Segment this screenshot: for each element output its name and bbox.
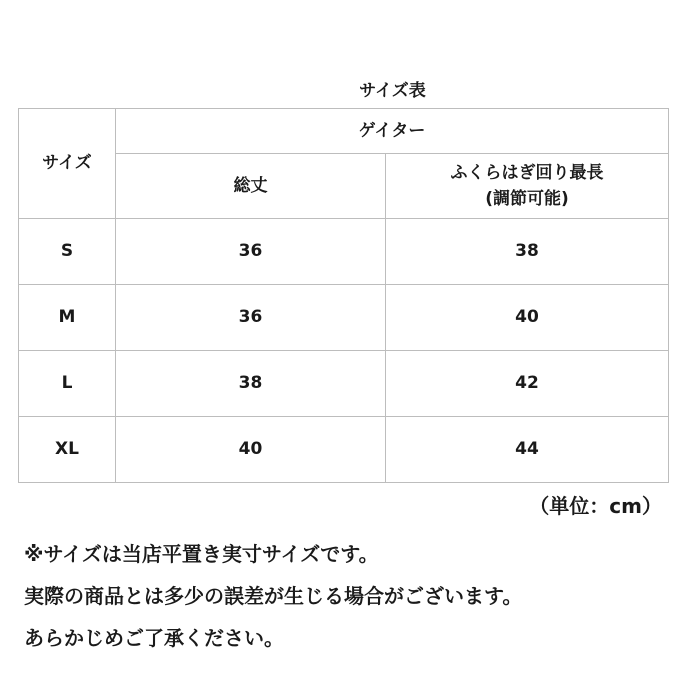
product-name-header: ゲイター <box>116 109 669 154</box>
table-header-row <box>19 109 669 154</box>
note-line: ※サイズは当店平置き実寸サイズです。 <box>24 542 379 566</box>
table-row <box>19 351 669 417</box>
size-cell: S <box>19 219 116 285</box>
size-cell: M <box>19 285 116 351</box>
note-line: あらかじめご了承ください。 <box>24 626 284 650</box>
size-cell: L <box>19 351 116 417</box>
length-cell: 40 <box>116 417 386 483</box>
calf-cell: 40 <box>386 285 669 351</box>
length-cell: 38 <box>116 351 386 417</box>
size-table <box>18 108 669 483</box>
length-cell: 36 <box>116 285 386 351</box>
calf-column-header <box>386 154 669 219</box>
table-row <box>19 285 669 351</box>
calf-cell: 38 <box>386 219 669 285</box>
length-column-header: 総丈 <box>116 154 386 219</box>
table-row <box>19 219 669 285</box>
table-row <box>19 417 669 483</box>
calf-header-line2: (調節可能) <box>485 189 569 209</box>
calf-cell: 44 <box>386 417 669 483</box>
size-cell: XL <box>19 417 116 483</box>
length-cell: 36 <box>116 219 386 285</box>
size-column-header: サイズ <box>19 109 116 219</box>
table-subheader-row <box>19 154 669 219</box>
size-chart-title: サイズ表 <box>359 81 426 101</box>
note-line: 実際の商品とは多少の誤差が生じる場合がございます。 <box>24 584 523 608</box>
unit-label: （単位：cm） <box>529 494 662 518</box>
calf-header-line1: ふくらはぎ回り最長 <box>450 162 604 183</box>
calf-cell: 42 <box>386 351 669 417</box>
notes-block <box>24 533 684 659</box>
